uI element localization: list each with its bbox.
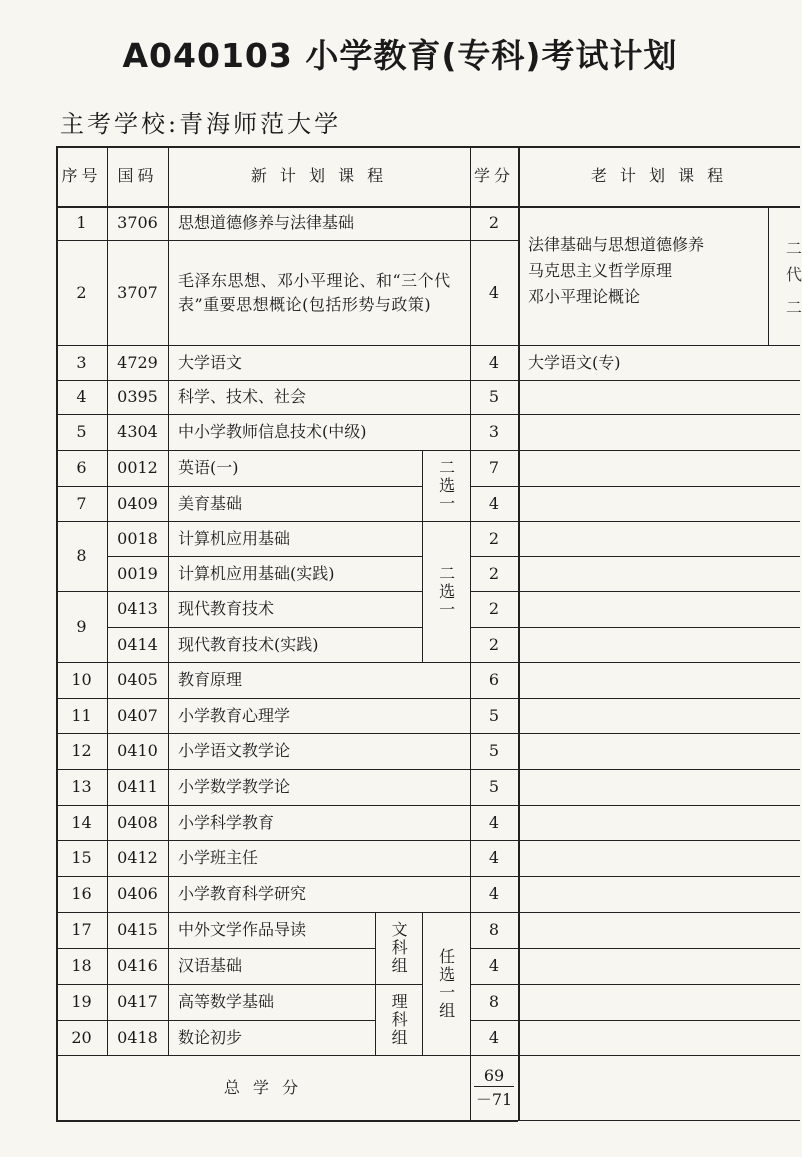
table-rule xyxy=(470,146,471,1120)
old-course-list xyxy=(518,206,768,345)
total-credit-value: 69 xyxy=(483,1066,505,1086)
course-credit: 2 xyxy=(488,528,500,548)
table-rule xyxy=(474,1086,514,1087)
table-rule xyxy=(470,912,518,913)
course-credit: 4 xyxy=(488,282,500,302)
course-name: 中外文学作品导读 xyxy=(178,920,307,940)
table-rule xyxy=(518,876,800,877)
table-rule xyxy=(422,521,470,522)
table-rule xyxy=(518,627,800,628)
table-rule xyxy=(470,521,518,522)
course-seq: 19 xyxy=(71,992,92,1012)
course-code: 0407 xyxy=(117,705,158,725)
course-credit: 4 xyxy=(488,848,500,868)
table-rule xyxy=(56,662,107,663)
table-rule xyxy=(56,769,107,770)
course-code: 0408 xyxy=(117,812,158,832)
total-credit xyxy=(470,1055,518,1120)
course-seq: 12 xyxy=(71,741,92,761)
table-rule xyxy=(56,345,107,346)
table-rule xyxy=(470,984,518,985)
course-name: 教育原理 xyxy=(178,670,243,690)
course-code: 3706 xyxy=(117,213,158,233)
table-rule xyxy=(107,769,470,770)
course-name: 小学语文教学论 xyxy=(178,741,291,761)
table-rule xyxy=(470,345,518,346)
table-rule xyxy=(107,591,422,592)
truncated-text-fragment: 二 xyxy=(786,298,802,317)
table-rule xyxy=(518,912,800,913)
course-seq: 1 xyxy=(76,213,87,233)
table-rule xyxy=(168,146,169,1055)
table-rule xyxy=(56,698,107,699)
table-rule xyxy=(107,521,422,522)
course-code: 0019 xyxy=(117,563,158,583)
table-rule xyxy=(375,1055,470,1056)
table-rule xyxy=(56,450,107,451)
course-name: 数论初步 xyxy=(178,1027,243,1047)
table-rule xyxy=(107,486,422,487)
table-rule xyxy=(470,840,518,841)
course-name: 现代教育技术 xyxy=(178,599,275,619)
course-seq: 9 xyxy=(76,616,87,636)
course-code: 0411 xyxy=(117,777,158,797)
table-rule xyxy=(518,948,800,949)
table-rule xyxy=(56,240,107,241)
course-seq: 5 xyxy=(76,422,87,442)
group-label: 理科组 xyxy=(389,992,409,1047)
course-code: 0414 xyxy=(117,634,158,654)
table-rule xyxy=(107,698,470,699)
table-rule xyxy=(107,414,470,415)
course-credit: 2 xyxy=(488,599,500,619)
course-name: 小学教育科学研究 xyxy=(178,884,307,904)
course-code: 4729 xyxy=(117,352,158,372)
table-rule xyxy=(56,948,107,949)
course-code: 0418 xyxy=(117,1027,158,1047)
total-credit-value: －71 xyxy=(475,1089,513,1109)
table-rule xyxy=(107,984,375,985)
course-code: 0405 xyxy=(117,670,158,690)
course-name: 毛泽东思想、邓小平理论、和“三个代表”重要思想概论(包括形势与政策) xyxy=(178,271,451,314)
course-credit: 5 xyxy=(488,387,500,407)
table-rule xyxy=(107,240,470,241)
header-new-course: 新 计 划 课 程 xyxy=(250,166,388,186)
course-name: 汉语基础 xyxy=(178,956,243,976)
choice-label: 二选一 xyxy=(436,564,456,619)
table-rule xyxy=(518,414,800,415)
course-code: 3707 xyxy=(117,282,158,302)
table-rule xyxy=(470,769,518,770)
course-credit: 8 xyxy=(488,992,500,1012)
course-seq: 7 xyxy=(76,493,87,513)
course-seq: 6 xyxy=(76,458,87,478)
header-code: 国码 xyxy=(117,166,158,186)
table-rule xyxy=(518,984,800,985)
table-rule xyxy=(518,840,800,841)
header-credit: 学分 xyxy=(473,166,514,186)
group-label: 文科组 xyxy=(389,921,409,975)
course-seq: 8 xyxy=(76,546,87,566)
course-code: 0413 xyxy=(117,599,158,619)
course-name: 中小学教师信息技术(中级) xyxy=(178,422,367,442)
table-rule xyxy=(107,627,422,628)
course-credit: 5 xyxy=(488,741,500,761)
choice-label: 二选一 xyxy=(436,458,456,513)
total-label: 总 学 分 xyxy=(223,1077,303,1097)
course-credit: 2 xyxy=(488,563,500,583)
table-rule xyxy=(375,984,422,985)
table-rule xyxy=(470,733,518,734)
course-code: 4304 xyxy=(117,422,158,442)
table-rule xyxy=(518,146,520,1120)
course-credit: 4 xyxy=(488,812,500,832)
table-rule xyxy=(56,521,107,522)
table-rule xyxy=(56,912,107,913)
course-credit: 2 xyxy=(488,634,500,654)
course-code: 0417 xyxy=(117,992,158,1012)
course-credit: 4 xyxy=(488,884,500,904)
course-name: 小学数学教学论 xyxy=(178,777,291,797)
table-rule xyxy=(422,450,470,451)
course-code: 0018 xyxy=(117,528,158,548)
table-rule xyxy=(518,1020,800,1021)
old-course-name: 大学语文(专) xyxy=(528,352,621,372)
table-rule xyxy=(107,380,470,381)
old-course-name: 法律基础与思想道德修养 xyxy=(528,235,705,254)
course-code: 0409 xyxy=(117,493,158,513)
table-rule xyxy=(470,948,518,949)
old-course-name: 邓小平理论概论 xyxy=(528,287,641,306)
table-rule xyxy=(470,450,518,451)
table-rule xyxy=(470,486,518,487)
table-rule xyxy=(56,486,107,487)
course-name: 小学科学教育 xyxy=(178,812,275,832)
old-course-name: 马克思主义哲学原理 xyxy=(528,261,673,280)
table-rule xyxy=(107,876,470,877)
course-name: 科学、技术、社会 xyxy=(178,387,307,407)
course-credit: 4 xyxy=(488,1027,500,1047)
table-rule xyxy=(107,733,470,734)
table-rule xyxy=(56,984,107,985)
course-credit: 2 xyxy=(488,213,500,233)
table-rule xyxy=(56,876,107,877)
course-name: 现代教育技术(实践) xyxy=(178,634,319,654)
course-code: 0012 xyxy=(117,458,158,478)
table-rule xyxy=(56,805,107,806)
course-code: 0395 xyxy=(117,387,158,407)
exam-school: 主考学校:青海师范大学 xyxy=(60,110,342,138)
table-rule xyxy=(107,805,470,806)
table-rule xyxy=(107,948,375,949)
course-seq: 13 xyxy=(71,777,92,797)
table-rule xyxy=(470,627,518,628)
table-rule xyxy=(422,662,470,663)
course-credit: 4 xyxy=(488,352,500,372)
table-rule xyxy=(518,345,800,346)
page-title: A040103 小学教育(专科)考试计划 xyxy=(122,36,678,75)
table-rule xyxy=(470,876,518,877)
course-code: 0406 xyxy=(117,884,158,904)
table-rule xyxy=(470,380,518,381)
table-rule xyxy=(56,1020,107,1021)
course-seq: 3 xyxy=(76,352,87,372)
choice-label: 任选一组 xyxy=(436,947,456,1020)
course-credit: 6 xyxy=(488,670,500,690)
course-seq: 18 xyxy=(71,956,92,976)
course-credit: 7 xyxy=(488,458,500,478)
table-rule xyxy=(518,556,800,557)
table-rule xyxy=(518,521,800,522)
header-old-course: 老 计 划 课 程 xyxy=(590,166,728,186)
course-seq: 11 xyxy=(71,705,92,725)
table-rule xyxy=(56,1120,518,1122)
course-code: 0416 xyxy=(117,956,158,976)
table-rule xyxy=(56,146,58,1120)
table-rule xyxy=(470,240,518,241)
table-rule xyxy=(518,486,800,487)
table-rule xyxy=(56,414,107,415)
course-code: 0412 xyxy=(117,848,158,868)
course-seq: 17 xyxy=(71,920,92,940)
course-name: 小学班主任 xyxy=(178,848,259,868)
table-rule xyxy=(518,1120,800,1121)
table-rule xyxy=(107,840,470,841)
table-rule xyxy=(518,805,800,806)
table-rule xyxy=(518,733,800,734)
course-code: 0410 xyxy=(117,741,158,761)
table-rule xyxy=(470,1055,518,1056)
course-credit: 3 xyxy=(488,422,500,442)
truncated-text-fragment: 代 xyxy=(786,265,802,284)
course-code: 0415 xyxy=(117,920,158,940)
table-rule xyxy=(56,591,107,592)
table-rule xyxy=(56,733,107,734)
course-seq: 10 xyxy=(71,670,92,690)
table-rule xyxy=(107,556,422,557)
table-rule xyxy=(518,698,800,699)
table-rule xyxy=(107,662,470,663)
course-credit: 8 xyxy=(488,920,500,940)
course-credit: 5 xyxy=(488,777,500,797)
table-rule xyxy=(518,450,800,451)
course-credit: 5 xyxy=(488,705,500,725)
course-name: 计算机应用基础 xyxy=(178,528,291,548)
table-rule xyxy=(107,146,108,1055)
table-rule xyxy=(56,1055,107,1056)
table-rule xyxy=(107,1020,375,1021)
course-seq: 15 xyxy=(71,848,92,868)
course-name: 大学语文 xyxy=(178,352,243,372)
course-seq: 14 xyxy=(71,812,92,832)
course-name: 小学教育心理学 xyxy=(178,705,291,725)
table-rule xyxy=(518,662,800,663)
table-rule xyxy=(470,591,518,592)
table-rule xyxy=(107,345,470,346)
table-rule xyxy=(107,450,470,451)
table-rule xyxy=(518,206,800,207)
course-name: 计算机应用基础(实践) xyxy=(178,563,335,583)
table-rule xyxy=(470,1020,518,1021)
course-name: 美育基础 xyxy=(178,493,243,513)
table-rule xyxy=(518,1055,800,1056)
course-name: 英语(一) xyxy=(178,458,239,478)
table-rule xyxy=(470,662,518,663)
course-credit: 4 xyxy=(488,493,500,513)
header-seq: 序号 xyxy=(61,166,102,186)
course-seq: 20 xyxy=(71,1027,92,1047)
table-rule xyxy=(470,556,518,557)
truncated-text-fragment: 二 xyxy=(786,239,802,258)
table-rule xyxy=(470,805,518,806)
course-name: 高等数学基础 xyxy=(178,992,275,1012)
table-rule xyxy=(518,380,800,381)
course-credit: 4 xyxy=(488,956,500,976)
table-rule xyxy=(518,769,800,770)
table-rule xyxy=(422,450,423,662)
course-name: 思想道德修养与法律基础 xyxy=(178,213,355,233)
table-rule xyxy=(470,414,518,415)
course-seq: 2 xyxy=(76,282,87,302)
table-rule xyxy=(768,206,769,345)
table-rule xyxy=(470,698,518,699)
course-seq: 16 xyxy=(71,884,92,904)
table-rule xyxy=(375,912,376,1055)
table-rule xyxy=(518,591,800,592)
table-rule xyxy=(56,380,107,381)
course-seq: 4 xyxy=(76,387,87,407)
table-rule xyxy=(56,840,107,841)
table-rule xyxy=(422,912,423,1055)
